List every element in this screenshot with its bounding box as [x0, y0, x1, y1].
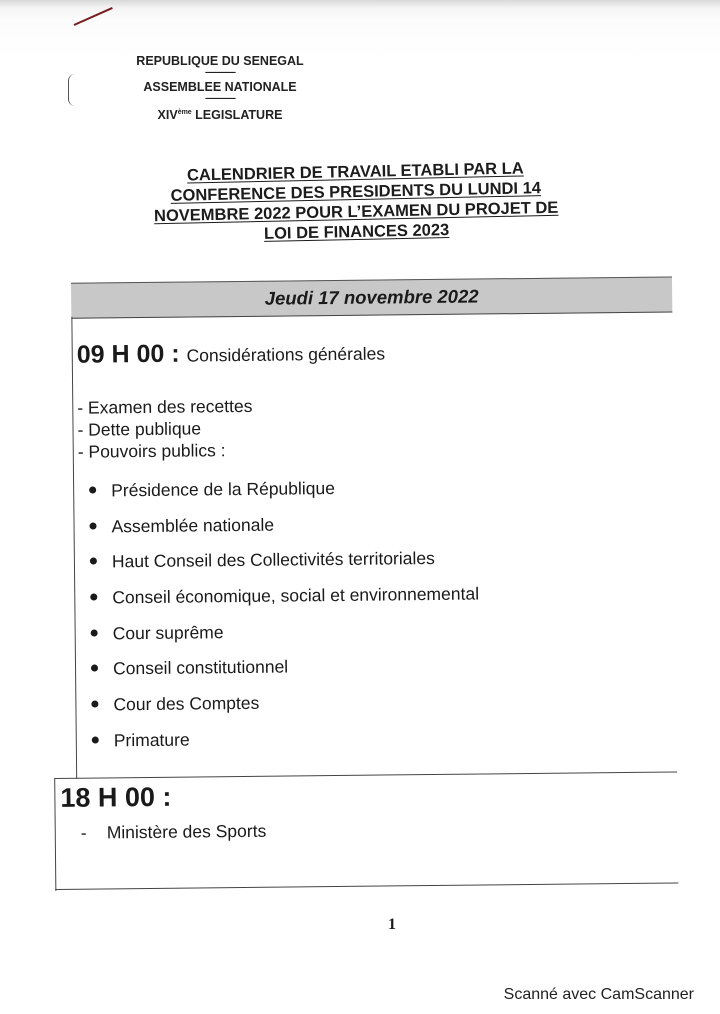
slot-evening-dash: -	[80, 822, 87, 843]
title-line-1: CALENDRIER DE TRAVAIL ETABLI PAR LA	[186, 159, 524, 185]
table-bottom-border	[55, 882, 678, 890]
bullet-dot	[91, 629, 98, 636]
dash-item: - Dette publique	[77, 418, 202, 440]
bullet-item	[91, 619, 480, 659]
slot-morning-time: 09 H 00 :	[76, 339, 180, 369]
scanner-watermark: Scanné avec CamScanner	[503, 986, 694, 1003]
bullet-text: Assemblée nationale	[111, 514, 275, 537]
bullet-dot	[90, 593, 97, 600]
legislature	[110, 106, 330, 122]
bullet-text: Haut Conseil des Collectivités territoriales	[111, 548, 435, 572]
bullet-dot	[92, 736, 99, 743]
bullet-item	[90, 548, 479, 588]
bullet-text: Conseil économique, social et environnemental	[112, 583, 480, 608]
slot-morning	[77, 337, 386, 369]
bullet-item	[89, 477, 478, 517]
dash-item: - Pouvoirs publics :	[77, 440, 226, 462]
bullet-dot	[91, 701, 98, 708]
table-border-left-bottom	[54, 779, 56, 891]
title-line-4: LOI DE FINANCES 2023	[263, 221, 450, 243]
slot-evening-item-text: Ministère des Sports	[106, 820, 267, 843]
bullet-list	[89, 477, 481, 767]
country-name: REPUBLIQUE DU SENEGAL	[136, 54, 304, 68]
assembly-name: ASSEMBLEE NATIONALE	[143, 80, 297, 94]
bullet-dot	[89, 486, 96, 493]
bullet-dot	[90, 522, 97, 529]
day-header: Jeudi 17 novembre 2022	[71, 276, 672, 318]
legislature-superscript: ème	[177, 109, 192, 116]
pen-stroke-mark	[74, 7, 113, 26]
header-separator-2: ---------------	[205, 93, 235, 103]
legislature-number: XIV	[157, 108, 178, 123]
bullet-text: Conseil constitutionnel	[112, 656, 289, 679]
legislature-word: LEGISLATURE	[191, 108, 283, 123]
bullet-text: Présidence de la République	[111, 478, 336, 501]
slot-morning-topic: Considérations générales	[186, 343, 386, 366]
document-header	[110, 54, 330, 122]
bullet-text: Primature	[113, 729, 190, 751]
slot-evening-time: 18 H 00 :	[60, 781, 172, 813]
dash-list	[77, 395, 253, 463]
slot-evening-item	[81, 821, 267, 844]
bullet-item	[90, 584, 479, 624]
header-separator-1: ---------------	[205, 67, 235, 77]
dash-item: - Examen des recettes	[77, 395, 253, 418]
bullet-item	[91, 691, 480, 731]
bullet-item	[92, 726, 481, 766]
row-divider	[54, 771, 677, 779]
table-border-left-top	[71, 317, 77, 779]
bullet-text: Cour des Comptes	[113, 692, 260, 715]
bullet-item	[89, 512, 478, 552]
schedule-table	[49, 276, 678, 890]
bullet-dot	[90, 558, 97, 565]
bullet-text: Cour suprême	[112, 621, 224, 644]
title-line-2: CONFERENCE DES PRESIDENTS DU LUNDI 14	[170, 179, 542, 205]
margin-bracket-mark	[68, 74, 75, 106]
bullet-item	[91, 655, 480, 695]
bullet-dot	[91, 665, 98, 672]
document-title	[115, 157, 597, 247]
page-number: 1	[388, 916, 396, 933]
title-line-3: NOVEMBRE 2022 POUR L’EXAMEN DU PROJET DE	[153, 198, 559, 226]
